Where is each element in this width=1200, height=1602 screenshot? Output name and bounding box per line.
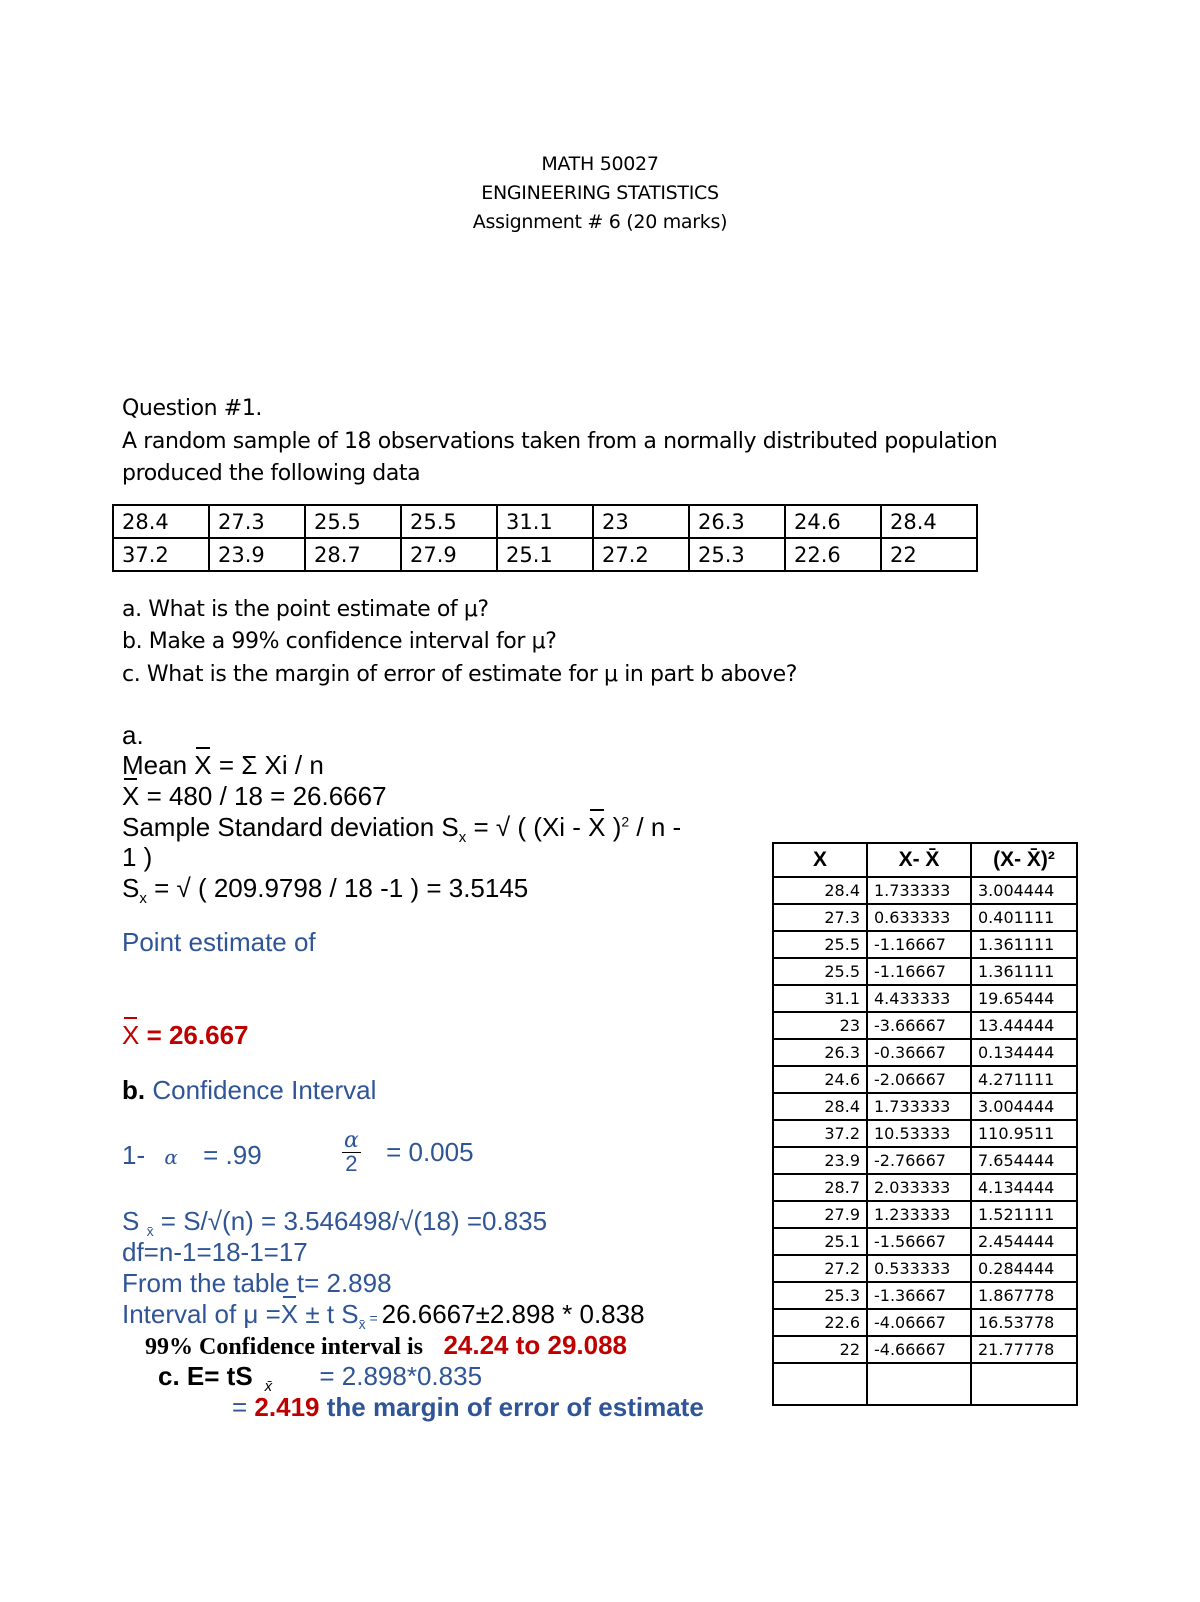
- table-row: [773, 1336, 1077, 1363]
- mean-formula: [122, 750, 324, 781]
- sd-superscript: 2: [621, 813, 630, 830]
- sd-formula-line-1: [122, 812, 681, 846]
- x-value-cell: 23: [773, 1012, 867, 1039]
- deviation-cell: 1.733333: [867, 1093, 971, 1120]
- x-bar-symbol: X: [588, 812, 606, 842]
- x-bar-symbol: X: [122, 1020, 140, 1050]
- squared-deviation-cell: 0.134444: [971, 1039, 1077, 1066]
- deviation-cell: -1.16667: [867, 958, 971, 985]
- observation-cell: 22.6: [785, 538, 881, 571]
- x-value-cell: 28.4: [773, 1093, 867, 1120]
- observation-cell: 27.2: [593, 538, 689, 571]
- answer-a-label: a.: [122, 720, 144, 750]
- observation-cell: 26.3: [689, 505, 785, 538]
- sd-formula-part: = √ ( (Xi -: [466, 812, 589, 842]
- course-code: MATH 50027: [541, 153, 659, 175]
- header-deviation: X- X̄: [867, 843, 971, 877]
- confidence-interval-result: [145, 1330, 627, 1361]
- sd-calc-text: = √ ( 209.9798 / 18 -1 ) = 3.5145: [146, 873, 529, 903]
- squared-deviation-cell: 0.401111: [971, 904, 1077, 931]
- table-row: [773, 1039, 1077, 1066]
- x-value-cell: 26.3: [773, 1039, 867, 1066]
- answer-c-calc: = 2.898*0.835: [312, 1361, 483, 1391]
- deviation-table: [772, 842, 1078, 1406]
- one-minus-alpha: [122, 1140, 262, 1171]
- observation-cell: 24.6: [785, 505, 881, 538]
- answer-c-equals: =: [232, 1392, 255, 1422]
- squared-deviation-cell: 1.521111: [971, 1201, 1077, 1228]
- interval-calc: 26.6667±2.898 * 0.838: [381, 1299, 645, 1329]
- squared-deviation-cell: 16.53778: [971, 1309, 1077, 1336]
- table-row: [773, 1309, 1077, 1336]
- interval-subscript: x̄: [358, 1316, 366, 1333]
- observation-cell: 25.3: [689, 538, 785, 571]
- sd-subscript: x: [458, 829, 467, 847]
- header-squared-deviation: (X- X̄)²: [971, 843, 1077, 877]
- part-b-question: b. Make a 99% confidence interval for μ?: [122, 629, 557, 654]
- deviation-cell: -4.06667: [867, 1309, 971, 1336]
- assignment-title: Assignment # 6 (20 marks): [472, 211, 728, 233]
- table-row: [773, 1066, 1077, 1093]
- x-value-cell: 22: [773, 1336, 867, 1363]
- squared-deviation-cell: 19.65444: [971, 985, 1077, 1012]
- table-row: [773, 1174, 1077, 1201]
- sxbar-prefix: S: [122, 1206, 147, 1236]
- mean-calculation: [122, 781, 387, 812]
- margin-of-error-text: the margin of error of estimate: [319, 1392, 704, 1422]
- question-line-1: A random sample of 18 observations taken from a normally distributed population: [122, 429, 998, 454]
- table-row: [773, 904, 1077, 931]
- observation-table: [112, 504, 978, 572]
- squared-deviation-cell: 21.77778: [971, 1336, 1077, 1363]
- deviation-cell: -3.66667: [867, 1012, 971, 1039]
- sd-calculation: [122, 873, 528, 907]
- x-value-cell: 27.9: [773, 1201, 867, 1228]
- x-bar-symbol: X: [194, 750, 212, 780]
- deviation-cell: -1.36667: [867, 1282, 971, 1309]
- observation-cell: 28.4: [113, 505, 209, 538]
- interval-prefix: Interval of μ =: [122, 1299, 281, 1329]
- question-line-2: produced the following data: [122, 461, 421, 486]
- deviation-cell: 0.533333: [867, 1255, 971, 1282]
- squared-deviation-cell: 2.454444: [971, 1228, 1077, 1255]
- deviation-table-header: [773, 843, 1077, 877]
- observation-cell: 27.3: [209, 505, 305, 538]
- squared-deviation-cell: 0.284444: [971, 1255, 1077, 1282]
- squared-deviation-cell: 1.867778: [971, 1282, 1077, 1309]
- squared-deviation-cell: 3.004444: [971, 1093, 1077, 1120]
- equals-99: = .99: [203, 1140, 262, 1170]
- sd-calc-prefix: S: [122, 873, 140, 903]
- interval-equals: =: [365, 1310, 382, 1326]
- x-value-cell: 28.7: [773, 1174, 867, 1201]
- empty-cell: [971, 1363, 1077, 1405]
- ci-label: 99% Confidence interval is: [145, 1334, 423, 1360]
- sd-formula-tail: / n -: [629, 812, 682, 842]
- squared-deviation-cell: 1.361111: [971, 931, 1077, 958]
- deviation-cell: 10.53333: [867, 1120, 971, 1147]
- x-bar-symbol: X: [122, 781, 140, 811]
- x-value-cell: 27.2: [773, 1255, 867, 1282]
- alpha-half-value: = 0.005: [386, 1137, 474, 1167]
- deviation-cell: -1.16667: [867, 931, 971, 958]
- table-row: [773, 931, 1077, 958]
- header-x: X: [773, 843, 867, 877]
- observation-cell: 28.7: [305, 538, 401, 571]
- sd-label: Sample Standard deviation S: [122, 812, 459, 842]
- x-value-cell: 25.5: [773, 931, 867, 958]
- deviation-cell: 1.733333: [867, 877, 971, 904]
- deviation-cell: 2.033333: [867, 1174, 971, 1201]
- squared-deviation-cell: 7.654444: [971, 1147, 1077, 1174]
- one-minus: 1-: [122, 1140, 146, 1170]
- table-row: [773, 1093, 1077, 1120]
- ci-value: 24.24 to 29.088: [443, 1330, 628, 1360]
- empty-table-row: [773, 1363, 1077, 1405]
- answer-b-heading: [122, 1075, 376, 1106]
- table-row: [773, 1120, 1077, 1147]
- x-value-cell: 22.6: [773, 1309, 867, 1336]
- deviation-cell: 4.433333: [867, 985, 971, 1012]
- observation-cell: 37.2: [113, 538, 209, 571]
- empty-cell: [773, 1363, 867, 1405]
- deviation-cell: 0.633333: [867, 904, 971, 931]
- x-value-cell: 28.4: [773, 877, 867, 904]
- table-row: [773, 1147, 1077, 1174]
- document-header: [0, 150, 1200, 237]
- deviation-cell: -4.66667: [867, 1336, 971, 1363]
- part-c-question: c. What is the margin of error of estimate for μ in part b above?: [122, 662, 798, 687]
- x-value-cell: 25.5: [773, 958, 867, 985]
- question-heading: Question #1.: [122, 396, 263, 421]
- sxbar-subscript: x̄: [146, 1223, 154, 1240]
- answer-b-title: Confidence Interval: [145, 1075, 377, 1105]
- table-row: [773, 1201, 1077, 1228]
- alpha-over-two-fraction: [342, 1130, 361, 1175]
- observation-cell: 23: [593, 505, 689, 538]
- answer-b-label: b.: [122, 1075, 146, 1105]
- sd-formula-close: ): [605, 812, 622, 842]
- sxbar-calc: = S/√(n) = 3.546498/√(18) =0.835: [153, 1206, 548, 1236]
- squared-deviation-cell: 13.44444: [971, 1012, 1077, 1039]
- table-row: [773, 958, 1077, 985]
- margin-of-error-value: 2.419: [254, 1392, 320, 1422]
- deviation-cell: -2.76667: [867, 1147, 971, 1174]
- sd-formula-line-2: 1 ): [122, 842, 153, 872]
- x-value-cell: 25.3: [773, 1282, 867, 1309]
- table-row: [773, 1255, 1077, 1282]
- point-estimate-number: = 26.667: [139, 1020, 249, 1050]
- squared-deviation-cell: 110.9511: [971, 1120, 1077, 1147]
- table-row: [773, 1228, 1077, 1255]
- x-bar-symbol: X: [280, 1299, 299, 1329]
- x-value-cell: 27.3: [773, 904, 867, 931]
- point-estimate-value: [122, 1020, 249, 1051]
- x-value-cell: 23.9: [773, 1147, 867, 1174]
- x-value-cell: 25.1: [773, 1228, 867, 1255]
- table-row: [773, 877, 1077, 904]
- answer-c-label: c. E= tS: [158, 1361, 253, 1391]
- degrees-of-freedom: df=n-1=18-1=17: [122, 1237, 308, 1267]
- interval-mid: ± t S: [298, 1299, 359, 1329]
- sd-calc-subscript: x: [139, 890, 147, 908]
- fraction-denominator: 2: [345, 1151, 358, 1176]
- fraction-numerator: α: [344, 1128, 359, 1153]
- empty-cell: [867, 1363, 971, 1405]
- standard-error-line: [122, 1206, 547, 1239]
- interval-formula: [122, 1299, 645, 1332]
- part-a-question: a. What is the point estimate of μ?: [122, 597, 489, 622]
- alpha-symbol: α: [164, 1145, 178, 1169]
- observation-cell: 22: [881, 538, 977, 571]
- mean-formula-text: = Σ Xi / n: [211, 750, 324, 780]
- deviation-cell: -1.56667: [867, 1228, 971, 1255]
- alpha-half: [342, 1130, 474, 1175]
- margin-of-error-result: [232, 1392, 704, 1423]
- observation-row: [113, 538, 977, 571]
- deviation-cell: -0.36667: [867, 1039, 971, 1066]
- squared-deviation-cell: 4.134444: [971, 1174, 1077, 1201]
- margin-of-error-formula: [158, 1361, 482, 1395]
- mean-prefix: Mean: [122, 750, 195, 780]
- x-value-cell: 37.2: [773, 1120, 867, 1147]
- deviation-cell: 1.233333: [867, 1201, 971, 1228]
- x-value-cell: 24.6: [773, 1066, 867, 1093]
- squared-deviation-cell: 3.004444: [971, 877, 1077, 904]
- course-title: ENGINEERING STATISTICS: [481, 182, 719, 204]
- t-value-line: From the table t= 2.898: [122, 1268, 392, 1298]
- answer-c-subscript: x̄: [264, 1378, 273, 1396]
- x-value-cell: 31.1: [773, 985, 867, 1012]
- squared-deviation-cell: 4.271111: [971, 1066, 1077, 1093]
- observation-cell: 25.5: [401, 505, 497, 538]
- squared-deviation-cell: 1.361111: [971, 958, 1077, 985]
- observation-cell: 31.1: [497, 505, 593, 538]
- observation-cell: 23.9: [209, 538, 305, 571]
- observation-cell: 25.1: [497, 538, 593, 571]
- observation-cell: 25.5: [305, 505, 401, 538]
- mean-calc-text: = 480 / 18 = 26.6667: [139, 781, 387, 811]
- table-row: [773, 985, 1077, 1012]
- point-estimate-label: Point estimate of: [122, 927, 316, 957]
- table-row: [773, 1282, 1077, 1309]
- table-row: [773, 1012, 1077, 1039]
- observation-cell: 27.9: [401, 538, 497, 571]
- deviation-cell: -2.06667: [867, 1066, 971, 1093]
- observation-cell: 28.4: [881, 505, 977, 538]
- observation-row: [113, 505, 977, 538]
